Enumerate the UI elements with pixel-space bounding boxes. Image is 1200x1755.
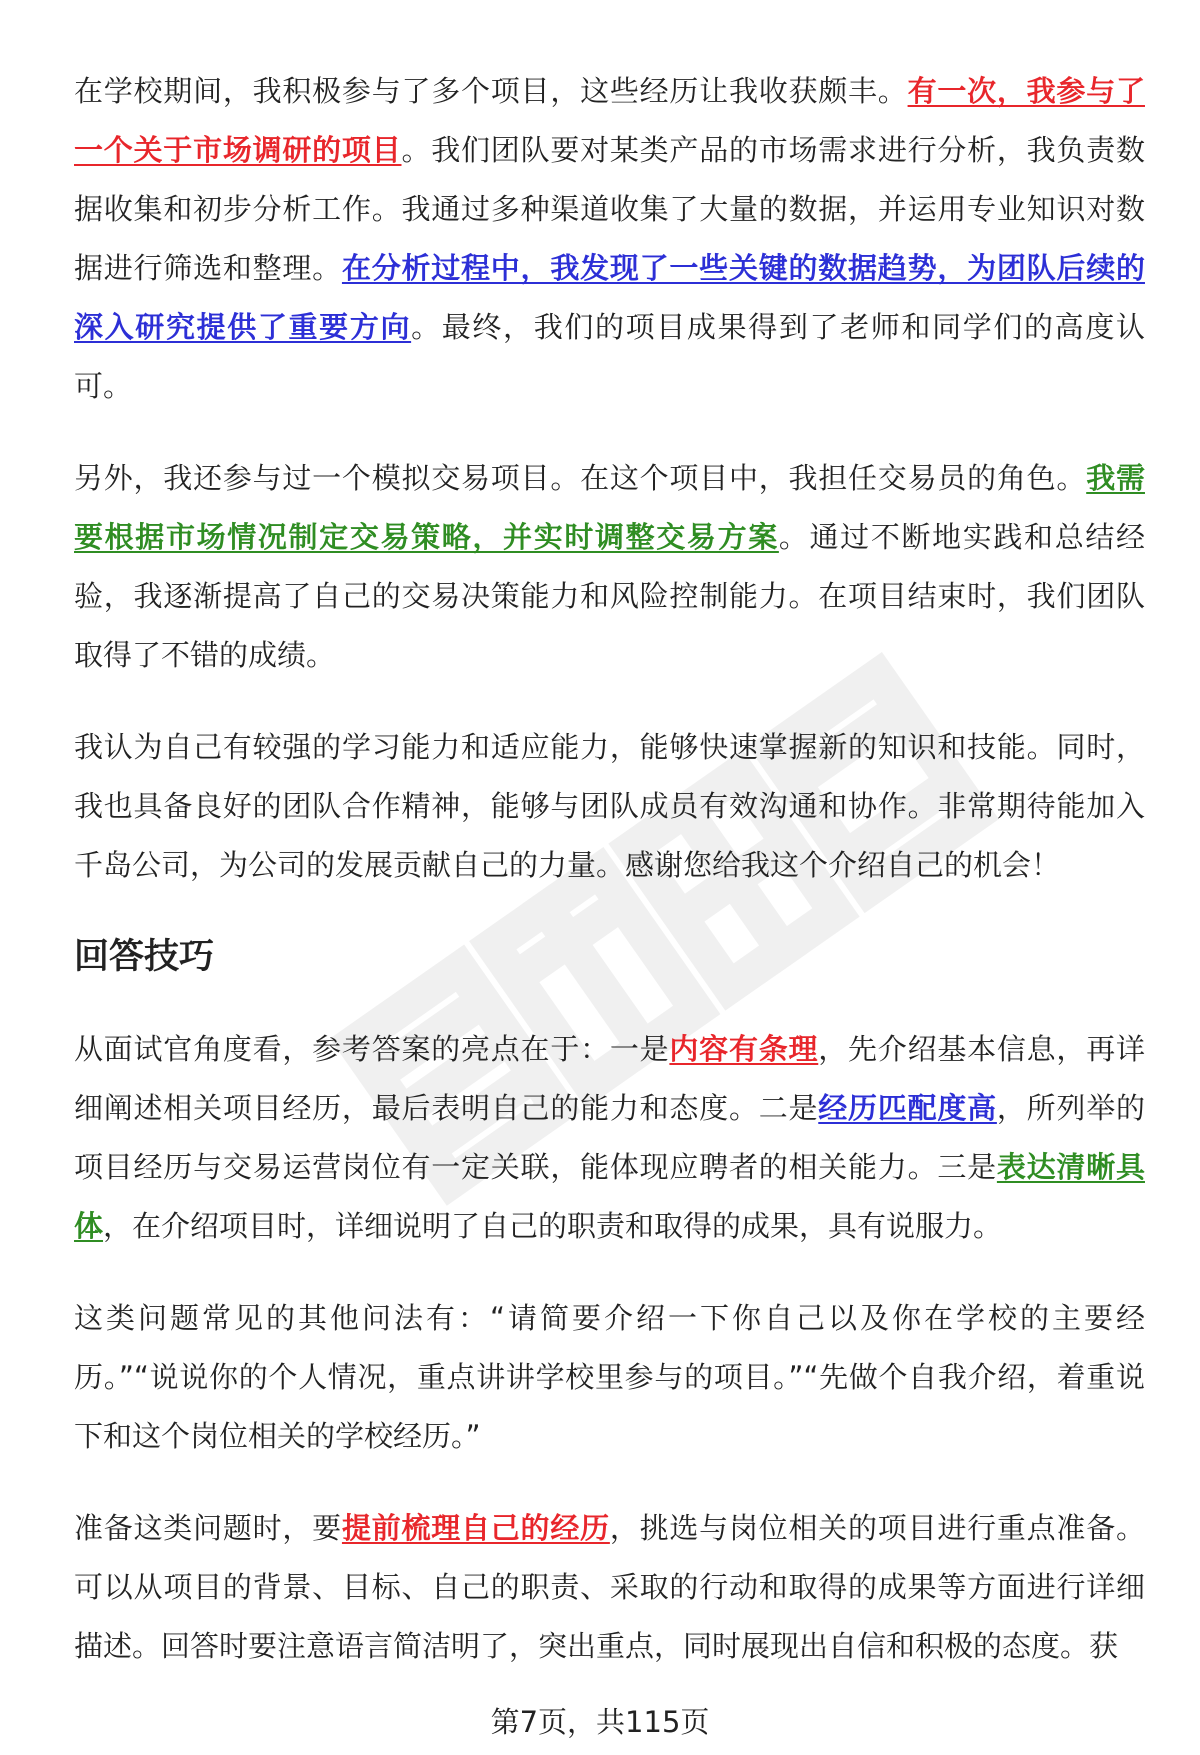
highlight-data-trends: 在分析过程中，我发现了一些关键的数据趋势，为团队后续的深入研究提供了重要方向 <box>74 251 1145 344</box>
text-segment: ，所列举的项目经历与交易运营岗位有一定关联，能体现应聘者的相关能力。三是 <box>74 1091 1145 1184</box>
paragraph-interviewer-view <box>74 1020 1145 1256</box>
text-segment: ，挑选与岗位相关的项目进行重点准备。可以从项目的背景、目标、自己的职责、采取的行动和取得的成果等方面进行详细描述。回答时要注意语言简洁明了，突出重点，同时展现出自信和积极的态度。获 <box>74 1511 1145 1663</box>
section-heading: 回答技巧 <box>74 937 215 977</box>
page-number-footer: 第7页，共115页 <box>490 1705 710 1739</box>
text-segment: 。通过不断地实践和总结经验，我逐渐提高了自己的交易决策能力和风险控制能力。在项目结束时，我们团队取得了不错的成绩。 <box>74 520 1145 672</box>
text-segment: 准备这类问题时，要 <box>74 1511 342 1545</box>
text-segment: 从面试官角度看，参考答案的亮点在于：一是 <box>74 1032 670 1066</box>
highlight-trading-strategy: 我需要根据市场情况制定交易策略，并实时调整交易方案 <box>74 461 1145 554</box>
text-segment: 在学校期间，我积极参与了多个项目，这些经历让我收获颇丰。 <box>74 74 908 108</box>
text-segment: ，先介绍基本信息，再详细阐述相关项目经历，最后表明自己的能力和态度。二是 <box>74 1032 1145 1125</box>
highlight-match: 经历匹配度高 <box>818 1091 997 1125</box>
paragraph-self-assessment <box>74 718 1145 895</box>
text-segment: ，在介绍项目时，详细说明了自己的职责和取得的成果，具有说服力。 <box>103 1209 1003 1243</box>
text-segment: 我认为自己有较强的学习能力和适应能力，能够快速掌握新的知识和技能。同时，我也具备良好的团队合作精神，能够与团队成员有效沟通和协作。非常期待能加入千岛公司，为公司的发展贡献自己的力量。感谢您给我这个介绍自己的机会！ <box>74 730 1145 882</box>
paragraph-mock-trading <box>74 449 1145 685</box>
text-segment: 。我们团队要对某类产品的市场需求进行分析，我负责数据收集和初步分析工作。我通过多种渠道收集了大量的数据，并运用专业知识对数据进行筛选和整理。 <box>74 133 1145 285</box>
highlight-market-research: 有一次，我参与了一个关于市场调研的项目 <box>74 74 1145 167</box>
paragraph-school-projects <box>74 62 1145 416</box>
text-segment: 。最终，我们的项目成果得到了老师和同学们的高度认可。 <box>74 310 1145 403</box>
document-body <box>74 62 1145 1676</box>
text-segment: 这类问题常见的其他问法有：“请简要介绍一下你自己以及你在学校的主要经历。”“说说你的个人情况，重点讲讲学校里参与的项目。”“先做个自我介绍，着重说下和这个岗位相关的学校经历。” <box>74 1301 1145 1453</box>
highlight-prepare: 提前梳理自己的经历 <box>341 1511 610 1545</box>
text-segment: 另外，我还参与过一个模拟交易项目。在这个项目中，我担任交易员的角色。 <box>74 461 1087 495</box>
highlight-clear: 表达清晰具体 <box>74 1150 1145 1243</box>
highlight-organized: 内容有条理 <box>669 1032 819 1066</box>
paragraph-other-questions <box>74 1289 1145 1466</box>
paragraph-preparation <box>74 1499 1145 1676</box>
